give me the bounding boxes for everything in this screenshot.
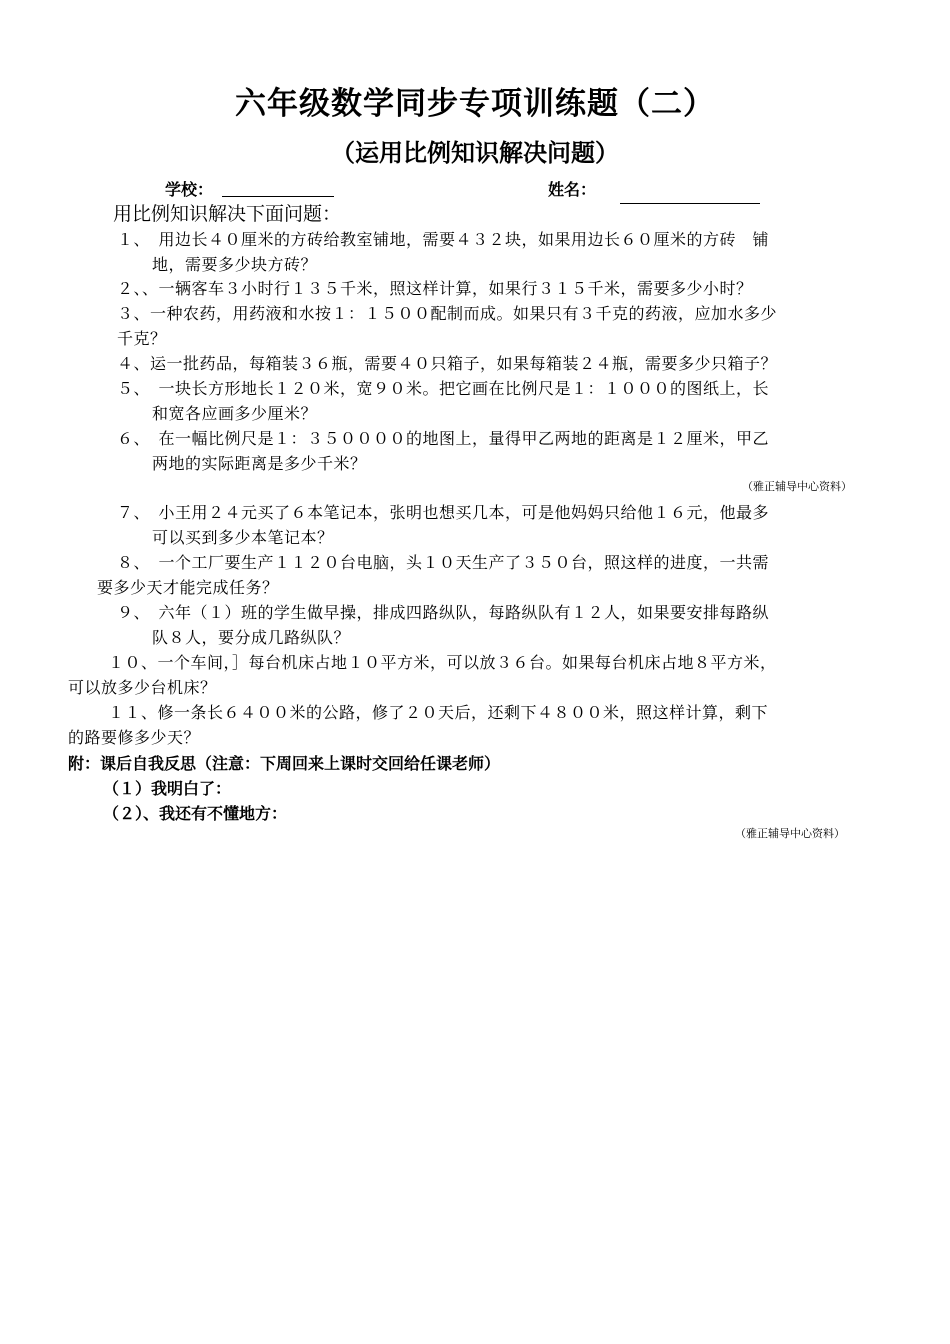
source-note: （雅正辅导中心资料） [742,480,852,493]
page-subtitle: （运用比例知识解决问题） [331,139,619,167]
question-3-line2: 千克？ [117,329,167,348]
appendix-item-not-understood: （２）、我还有不懂地方： [103,804,288,823]
question-6-line2: 两地的实际距离是多少千米？ [152,454,367,473]
question-5-line1: ５、 一块长方形地长１２０米，宽９０米。把它画在比例尺是１：１０００的图纸上，长 [117,379,770,398]
section-heading: 用比例知识解决下面问题： [113,203,342,225]
question-10-line2: 可以放多少台机床？ [68,678,217,697]
question-4: ４、运一批药品，每箱装３６瓶，需要４０只箱子，如果每箱装２４瓶，需要多少只箱子？ [117,354,778,373]
question-9-line2: 队８人，要分成几路纵队？ [152,628,351,647]
name-label: 姓名： [548,180,597,199]
question-11-line2: 的路要修多少天？ [68,728,201,747]
question-11-line1: １１、修一条长６４００米的公路，修了２０天后，还剩下４８００米，照这样计算，剩下 [108,703,769,722]
appendix-item-understood: （１）我明白了： [103,779,232,798]
question-7-line2: 可以买到多少本笔记本？ [152,528,334,547]
question-5-line2: 和宽各应画多少厘米？ [152,404,318,423]
question-10-line1: １０、一个车间，］每台机床占地１０平方米，可以放３６台。如果每台机床占地８平方米， [108,653,777,672]
question-3-line1: ３、一种农药，用药液和水按１：１５００配制而成。如果只有３千克的药液，应加水多少 [117,304,778,323]
question-2: ２、、一辆客车３小时行１３５千米，照这样计算，如果行３１５千米，需要多少小时？ [117,279,753,298]
question-9-line1: ９、 六年（１）班的学生做早操，排成四路纵队，每路纵队有１２人，如果要安排每路纵 [117,603,770,622]
appendix-heading: 附：课后自我反思（注意：下周回来上课时交回给任课老师） [68,754,501,773]
name-field-underline[interactable] [620,203,760,204]
school-label: 学校： [165,180,214,199]
source-note-footer: （雅正辅导中心资料） [735,827,845,840]
question-1-line2: 地，需要多少块方砖？ [152,255,318,274]
page-title: 六年级数学同步专项训练题（二） [235,86,715,122]
question-1-line1: １、 用边长４０厘米的方砖给教室铺地，需要４３２块，如果用边长６０厘米的方砖 铺 [117,230,770,249]
school-field-underline[interactable] [222,196,334,197]
question-8-line2: 要多少天才能完成任务？ [97,578,279,597]
question-8-line1: ８、 一个工厂要生产１１２０台电脑，头１０天生产了３５０台，照这样的进度，一共需 [117,553,770,572]
question-6-line1: ６、 在一幅比例尺是１：３５００００的地图上，量得甲乙两地的距离是１２厘米，甲乙 [117,429,770,448]
question-7-line1: ７、 小王用２４元买了６本笔记本，张明也想买几本，可是他妈妈只给他１６元，他最多 [117,503,770,522]
